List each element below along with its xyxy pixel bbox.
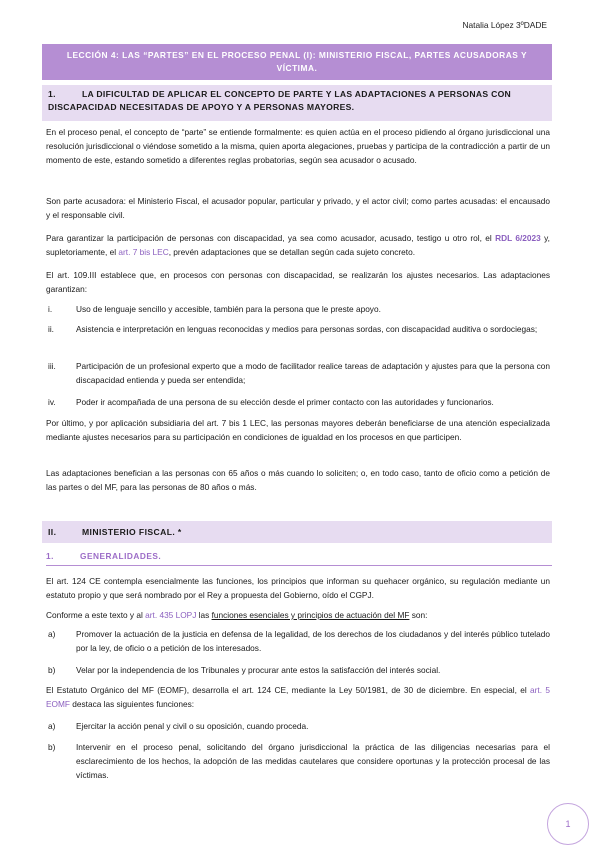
section-2-heading — [42, 521, 552, 543]
paragraph: Son parte acusadora: el Ministerio Fiscal, el acusador popular, particular y privado, y el actor civil; como partes acusadas: el encausado y el responsable civil. — [46, 196, 550, 221]
legal-reference: art. 5 EOMF — [46, 685, 550, 710]
author-header: Natalia López 3ºDADE — [462, 20, 547, 30]
lesson-title: LECCIÓN 4: LAS “PARTES” EN EL PROCESO PENAL (I): MINISTERIO FISCAL, PARTES ACUSADORAS Y VÍCTIMA. — [42, 44, 552, 80]
paragraph: El Estatuto Orgánico del MF (EOMF), desarrolla el art. 124 CE, mediante la Ley 50/1981, de 30 de diciembre. En especial, el art. 5 EOMF destaca las siguientes funciones: — [46, 685, 550, 710]
underlined-phrase: funciones esenciales y principios de actuación del MF — [211, 610, 410, 620]
list-item: ii. Asistencia e interpretación en lenguas reconocidas y medios para personas sordas, con discapacidad auditiva o sordociegas; — [48, 324, 538, 334]
list-item: b) Velar por la independencia de los Tribunales y procurar ante estos la satisfacción del interés social. — [48, 665, 441, 675]
paragraph: En el proceso penal, el concepto de “parte” se entiende formalmente: es quien actúa en el proceso pidiendo al órgano jurisdiccional una resolución jurisdiccional o viéndose sometido a la misma, quien aporta alegaciones, pruebas y participa de la contradicción a partir de un momento de este, estando sometido a diferentes reglas probatorias, según sea acusador o acusado. — [46, 127, 550, 166]
paragraph: El art. 109.III establece que, en procesos con personas con discapacidad, se realizarán los ajustes necesarios. Las adaptaciones garantizan: — [46, 270, 550, 295]
list-item: b) Intervenir en el proceso penal, solicitando del órgano jurisdiccional la práctica de las diligencias necesarias para el esclarecimiento de los hechos, la adopción de las medidas cautelares que considere oportunas y la protección procesal de las víctimas. — [48, 742, 550, 781]
list-item: a) Ejercitar la acción penal y civil o su oposición, cuando proceda. — [48, 721, 309, 731]
paragraph: Por último, y por aplicación subsidiaria del art. 7 bis 1 LEC, las personas mayores deberán beneficiarse de una atención especializada mediante ajustes necesarios para su participación en condiciones de igualdad en los procesos en que participen. — [46, 418, 550, 443]
legal-reference: RDL 6/2023 — [495, 233, 541, 243]
section-1-heading — [42, 85, 552, 121]
subsection-heading: 1. GENERALIDADES. — [46, 551, 552, 566]
section-2-title: MINISTERIO FISCAL. * — [82, 527, 182, 537]
legal-reference: art. 435 LOPJ — [145, 610, 197, 620]
paragraph: Conforme a este texto y al art. 435 LOPJ las funciones esenciales y principios de actuación del MF son: — [46, 610, 428, 620]
section-2-number: II. — [48, 527, 57, 537]
section-1-number: 1. — [48, 89, 56, 99]
list-item: iii. Participación de un profesional experto que a modo de facilitador realice tareas de adaptación y ajustes para que la persona con discapacidad entienda y pueda ser entendida; — [48, 361, 550, 386]
paragraph: El art. 124 CE contempla esencialmente las funciones, los principios que informan su quehacer orgánico, su regulación mediante un estatuto propio y que será nombrado por el Rey a propuesta del Gobierno, oído el CGPJ. — [46, 576, 550, 601]
list-item: iv. Poder ir acompañada de una persona de su elección desde el primer contacto con las autoridades y funcionarios. — [48, 397, 494, 407]
list-item: a) Promover la actuación de la justicia en defensa de la legalidad, de los derechos de los ciudadanos y del interés público tutelado por la ley, de oficio o a petición de los interesados. — [48, 629, 550, 654]
list-item: i. Uso de lenguaje sencillo y accesible, también para la persona que le preste apoyo. — [48, 304, 381, 314]
legal-reference: art. 7 bis LEC — [118, 247, 169, 258]
paragraph: Para garantizar la participación de personas con discapacidad, ya sea como acusador, acusado, testigo u otro rol, el RDL 6/2023 y, supletoriamente, el art. 7 bis LEC, prevén adaptaciones que se detallan según cada sujeto concreto. — [46, 233, 550, 258]
paragraph: Las adaptaciones benefician a las personas con 65 años o más cuando lo soliciten; o, en todo caso, tanto de oficio como a petición de las partes o del MF, para las personas de 80 años o más. — [46, 468, 550, 493]
section-1-title: LA DIFICULTAD DE APLICAR EL CONCEPTO DE PARTE Y LAS ADAPTACIONES A PERSONAS CON DISCAPACIDAD NECESITADAS DE APOYO Y A PERSONAS MAYORES. — [48, 89, 512, 112]
page-number: 1 — [547, 803, 589, 845]
